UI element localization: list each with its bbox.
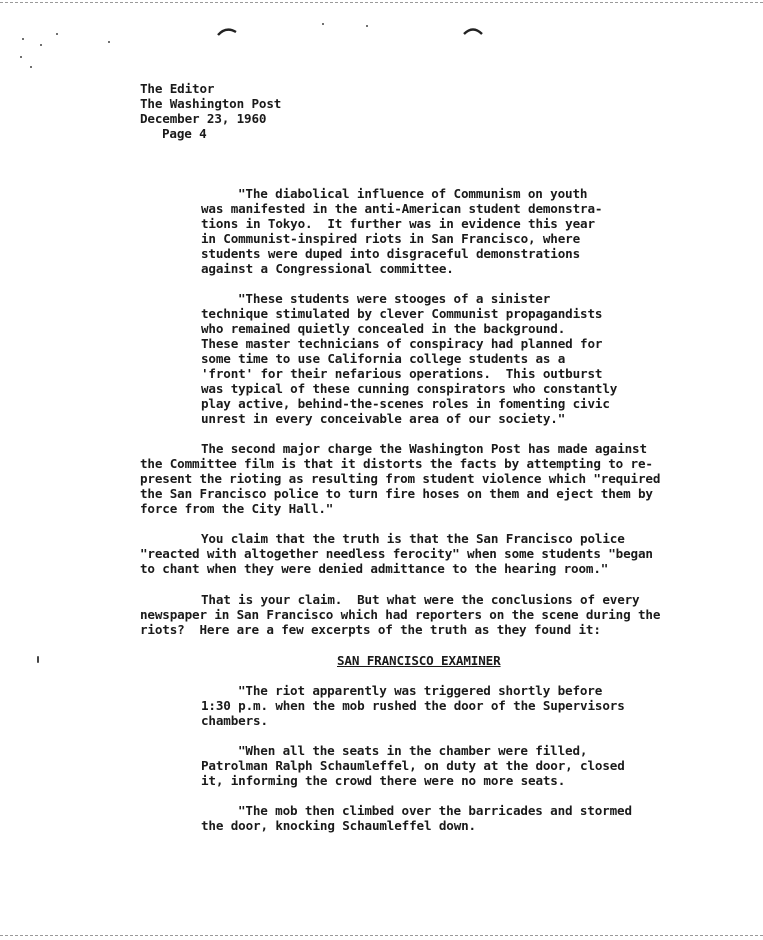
- text-line: "When all the seats in the chamber were filled,: [238, 743, 588, 758]
- text-line: 1:30 p.m. when the mob rushed the door of the Supervisors: [201, 698, 625, 713]
- text-line: the door, knocking Schaumleffel down.: [201, 818, 476, 833]
- text-line: students were duped into disgraceful demonstrations: [201, 246, 581, 261]
- scan-speck: [322, 23, 324, 25]
- page-bottom-edge: [0, 935, 763, 936]
- scan-speck: [366, 25, 368, 27]
- text-line: You claim that the truth is that the San Francisco police: [201, 531, 625, 546]
- recipient-line-2: The Washington Post: [140, 96, 282, 111]
- text-line: the San Francisco police to turn fire hoses on them and eject them by: [140, 486, 653, 501]
- text-line: the Committee film is that it distorts the facts by attempting to re-: [140, 456, 653, 471]
- text-line: That is your claim. But what were the conclusions of every: [201, 592, 640, 607]
- scan-speck: [40, 44, 42, 46]
- text-line: "The riot apparently was triggered shortly before: [238, 683, 603, 698]
- page-number: Page 4: [162, 126, 207, 141]
- text-line: against a Congressional committee.: [201, 261, 454, 276]
- text-line: tions in Tokyo. It further was in evidence this year: [201, 216, 595, 231]
- text-line: to chant when they were denied admittance to the hearing room.": [140, 561, 609, 576]
- text-line: chambers.: [201, 713, 268, 728]
- scan-speck: [108, 41, 110, 43]
- scan-speck: [56, 33, 58, 35]
- text-line: it, informing the crowd there were no more seats.: [201, 773, 566, 788]
- text-line: 'front' for their nefarious operations. This outburst: [201, 366, 603, 381]
- text-line: Patrolman Ralph Schaumleffel, on duty at the door, closed: [201, 758, 625, 773]
- letter-date: December 23, 1960: [140, 111, 267, 126]
- text-line: some time to use California college students as a: [201, 351, 566, 366]
- text-line: in Communist-inspired riots in San Francisco, where: [201, 231, 581, 246]
- text-line: "reacted with altogether needless ferocity" when some students "began: [140, 546, 653, 561]
- text-line: unrest in every conceivable area of our society.": [201, 411, 566, 426]
- text-line: present the rioting as resulting from student violence which "required: [140, 471, 661, 486]
- text-line: "These students were stooges of a sinister: [238, 291, 551, 306]
- text-line: was typical of these cunning conspirators who constantly: [201, 381, 618, 396]
- section-heading: SAN FRANCISCO EXAMINER: [337, 653, 501, 668]
- text-line: force from the City Hall.": [140, 501, 334, 516]
- text-line: play active, behind-the-scenes roles in fomenting civic: [201, 396, 610, 411]
- page-top-edge: [0, 2, 763, 3]
- punch-hole-mark-left: [216, 26, 238, 36]
- text-line: These master technicians of conspiracy had planned for: [201, 336, 603, 351]
- text-line: was manifested in the anti-American student demonstra-: [201, 201, 603, 216]
- text-line: newspaper in San Francisco which had reporters on the scene during the: [140, 607, 661, 622]
- punch-hole-mark-right: [462, 26, 484, 36]
- text-line: technique stimulated by clever Communist propagandists: [201, 306, 603, 321]
- scan-speck: [22, 38, 24, 40]
- scan-speck: [20, 56, 22, 58]
- text-line: The second major charge the Washington Post has made against: [201, 441, 647, 456]
- scan-speck: [37, 656, 39, 663]
- text-line: "The mob then climbed over the barricades and stormed: [238, 803, 632, 818]
- scan-speck: [30, 66, 32, 68]
- text-line: "The diabolical influence of Communism on youth: [238, 186, 588, 201]
- recipient-line-1: The Editor: [140, 81, 215, 96]
- text-line: riots? Here are a few excerpts of the truth as they found it:: [140, 622, 601, 637]
- text-line: who remained quietly concealed in the background.: [201, 321, 566, 336]
